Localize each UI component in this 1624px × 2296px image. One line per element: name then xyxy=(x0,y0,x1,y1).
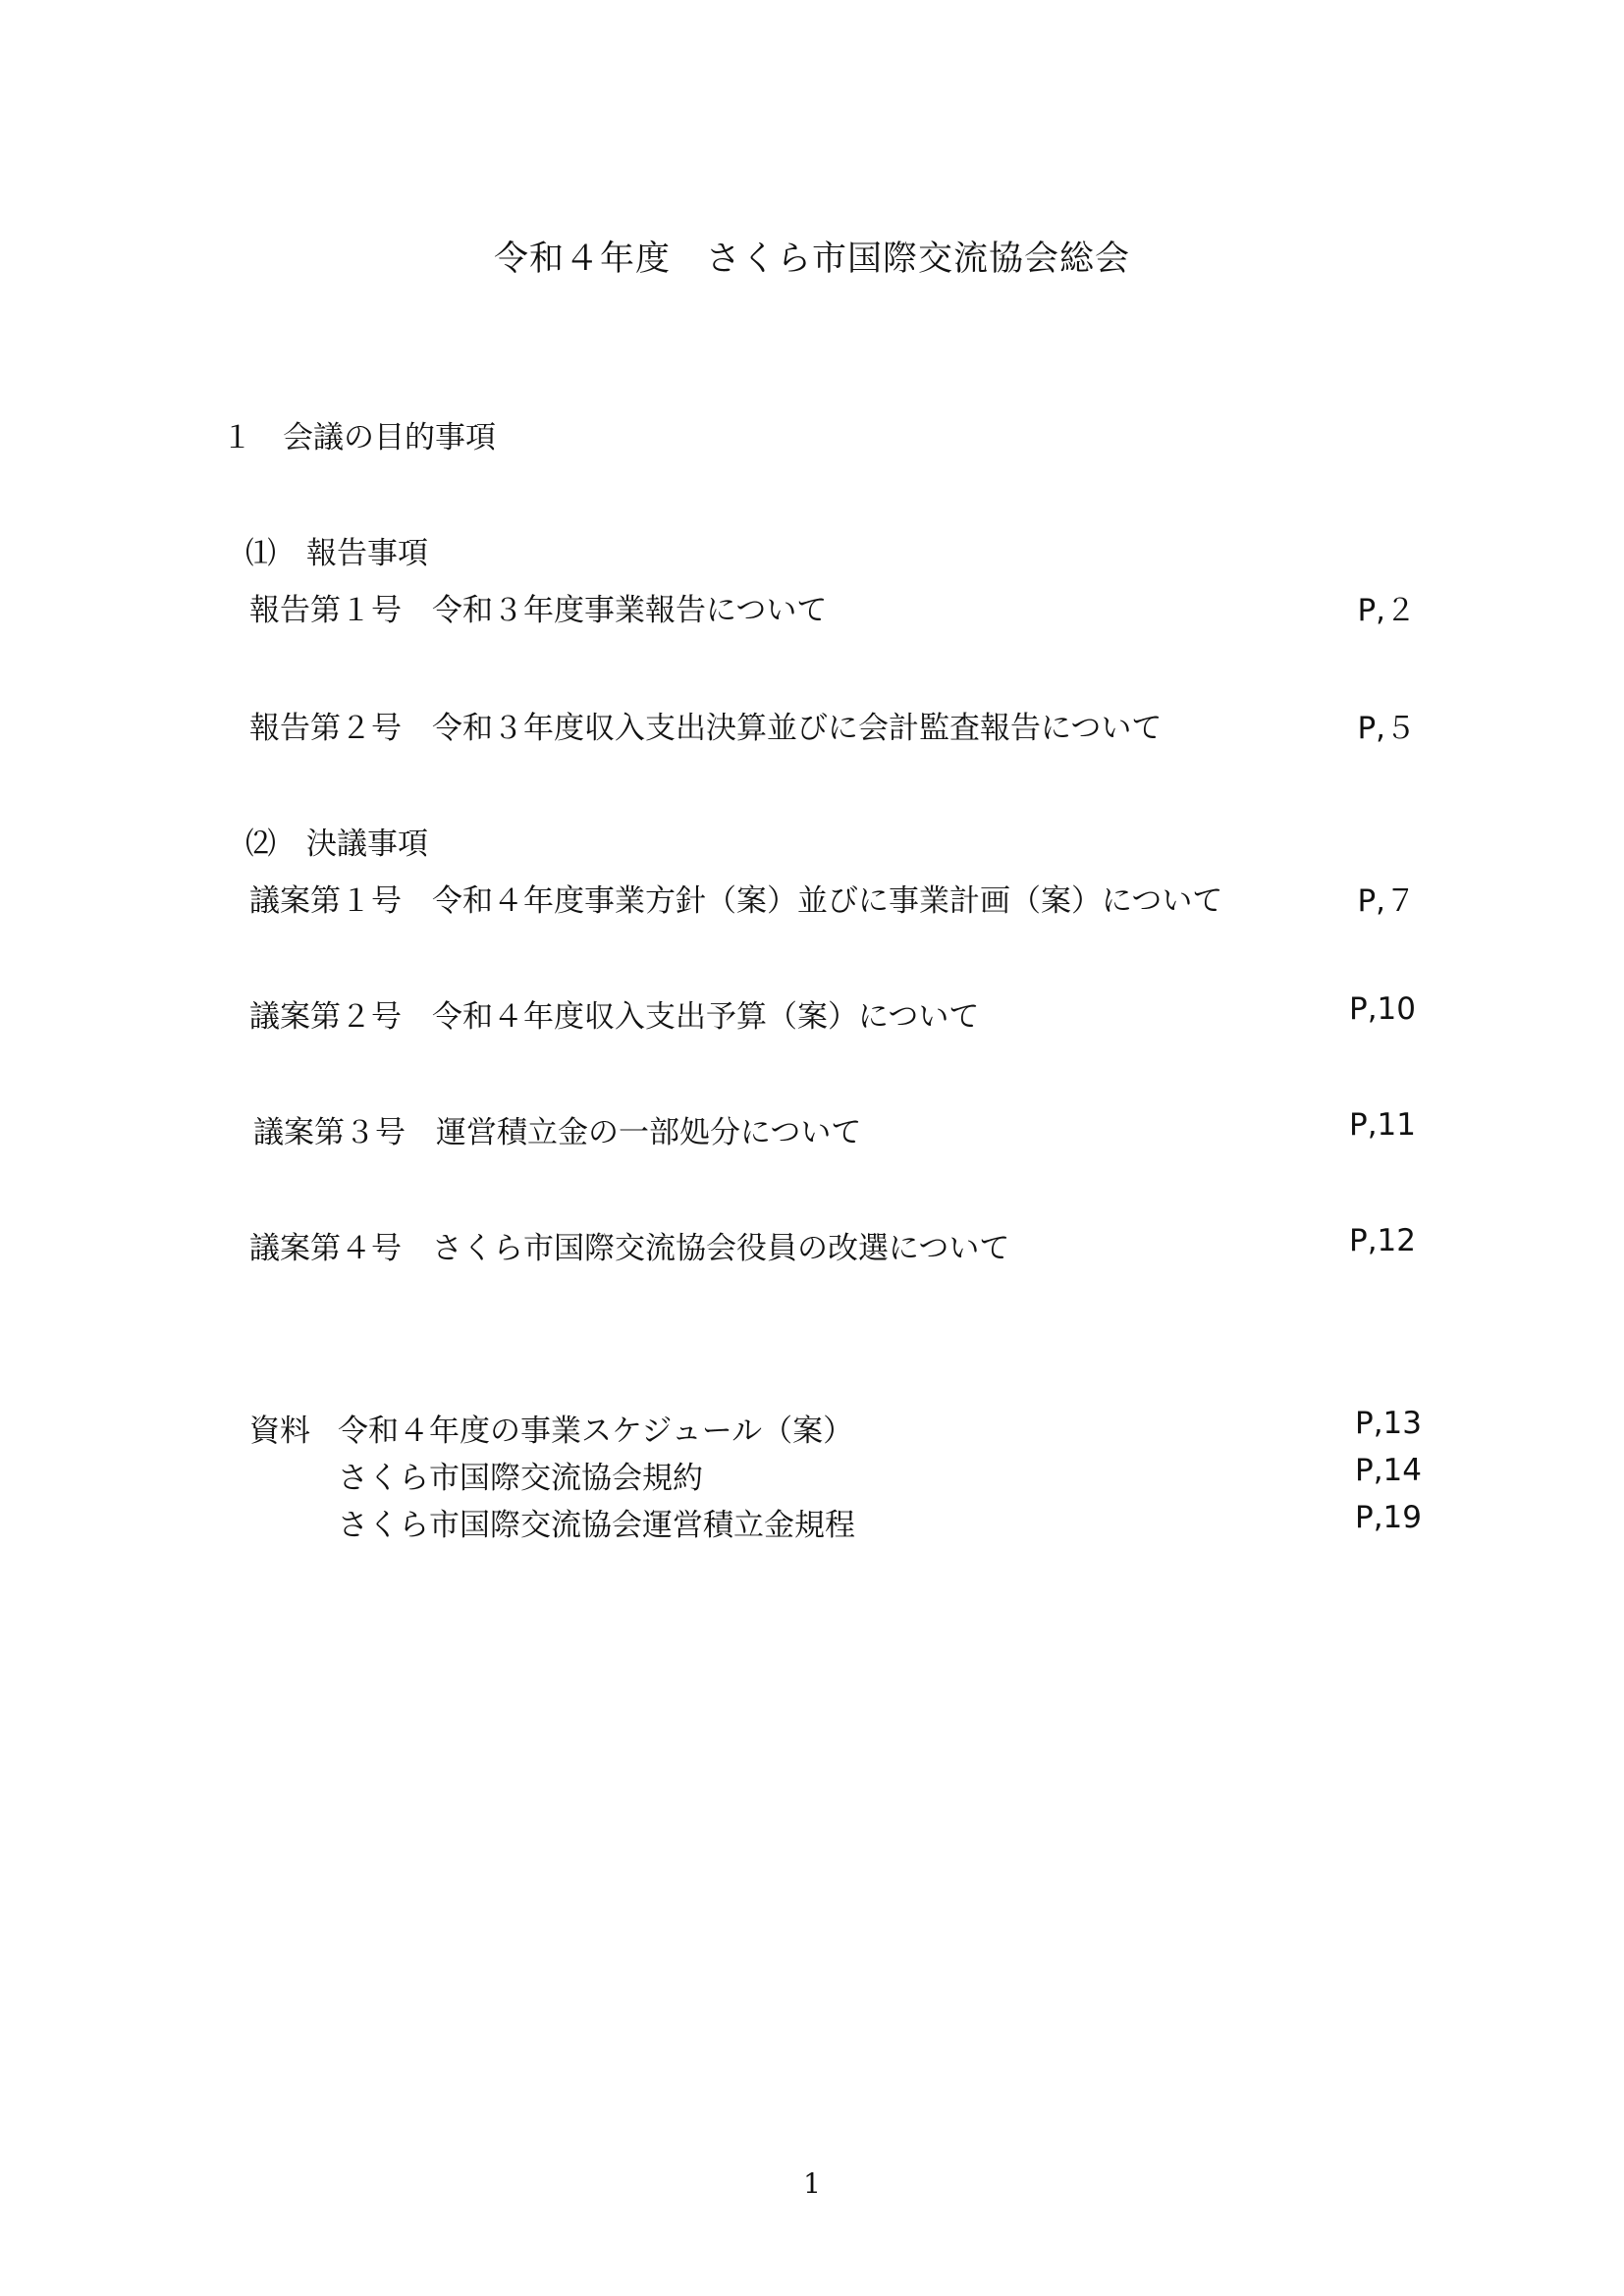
material-item-1-page: P,13 xyxy=(1355,1406,1422,1441)
material-item-3-page: P,19 xyxy=(1355,1500,1422,1535)
material-item-1: 令和４年度の事業スケジュール（案） xyxy=(338,1414,854,1449)
section-heading: １ 会議の目的事項 xyxy=(222,420,496,455)
document-title: 令和４年度 さくら市国際交流協会総会 xyxy=(493,240,1130,279)
resolution-item-3-page: P,11 xyxy=(1349,1107,1416,1143)
report-item-1: 報告第１号 令和３年度事業報告について xyxy=(249,593,828,628)
resolution-item-2-page: P,10 xyxy=(1349,991,1416,1027)
materials-label: 資料 xyxy=(249,1414,310,1449)
resolution-item-1-page: P,７ xyxy=(1357,883,1416,919)
resolution-item-3: 議案第３号 運営積立金の一部処分について xyxy=(253,1115,862,1150)
page-number: 1 xyxy=(803,2167,821,2200)
material-item-2: さくら市国際交流協会規約 xyxy=(338,1461,703,1496)
resolution-item-4-page: P,12 xyxy=(1349,1223,1416,1258)
reports-heading: ⑴ 報告事項 xyxy=(245,536,428,571)
material-item-3: さくら市国際交流協会運営積立金規程 xyxy=(338,1508,855,1543)
resolution-item-4: 議案第４号 さくら市国際交流協会役員の改選について xyxy=(249,1231,1010,1266)
report-item-2: 報告第２号 令和３年度収入支出決算並びに会計監査報告について xyxy=(249,711,1163,746)
report-item-2-page: P,５ xyxy=(1357,711,1416,746)
report-item-1-page: P,２ xyxy=(1357,593,1416,628)
material-item-2-page: P,14 xyxy=(1355,1453,1422,1488)
resolution-item-1: 議案第１号 令和４年度事業方針（案）並びに事業計画（案）について xyxy=(249,883,1223,919)
resolutions-heading: ⑵ 決議事項 xyxy=(245,827,428,862)
resolution-item-2: 議案第２号 令和４年度収入支出予算（案）について xyxy=(249,999,980,1035)
